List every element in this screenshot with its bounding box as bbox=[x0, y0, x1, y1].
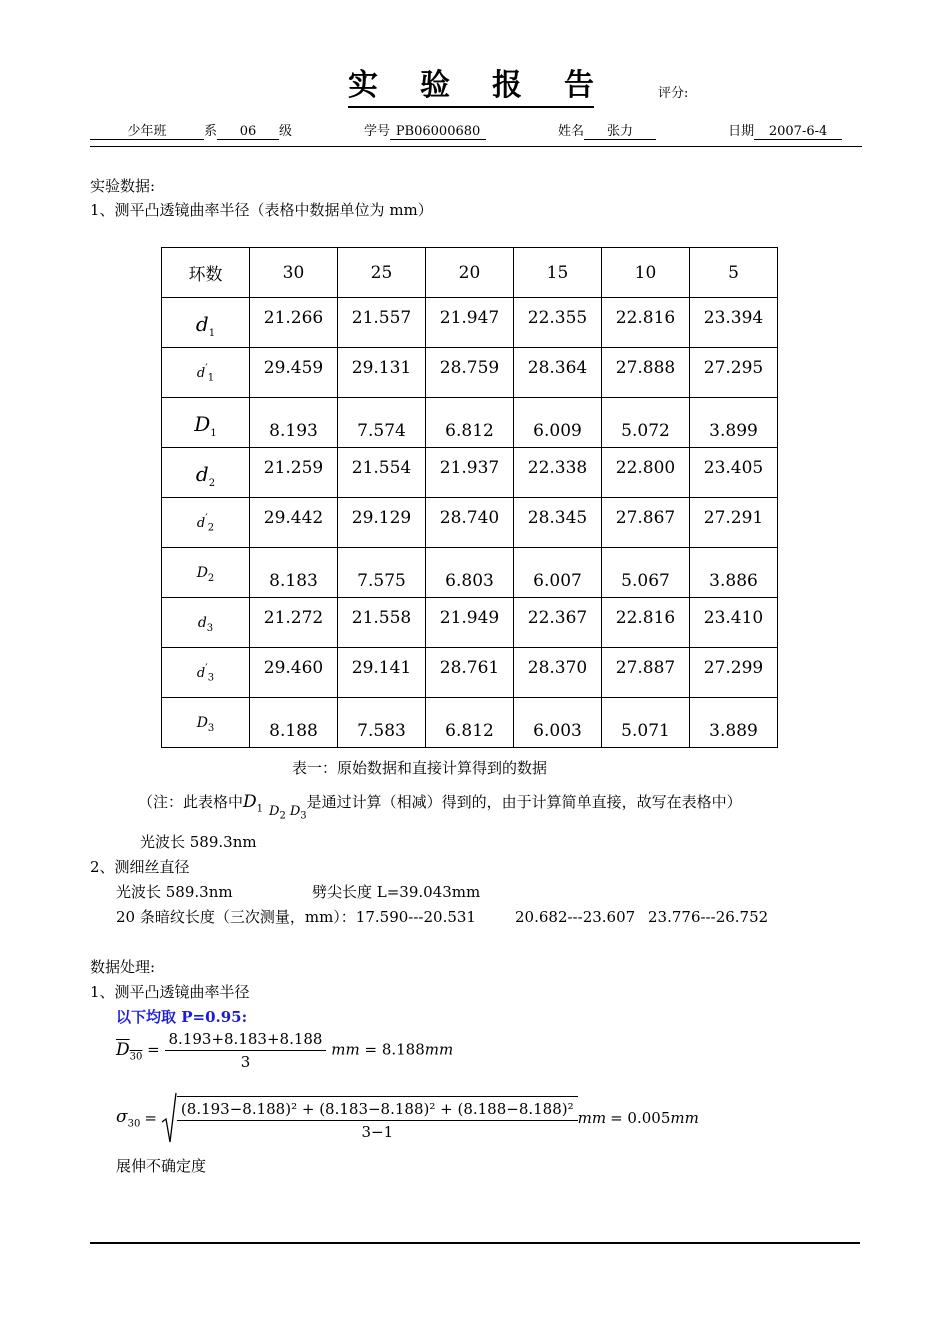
date-label: 日期 bbox=[728, 124, 755, 139]
wedge-length: 劈尖长度 L=39.043mm bbox=[312, 883, 481, 901]
id-label: 学号 bbox=[364, 124, 391, 139]
table-cell: 28.370 bbox=[514, 648, 602, 698]
ring-number: 15 bbox=[514, 248, 602, 298]
row-symbol: $D_3$ bbox=[196, 715, 215, 734]
table-cell: 27.888 bbox=[602, 348, 690, 398]
table-cell: 29.460 bbox=[250, 648, 338, 698]
sqrt-icon bbox=[161, 1092, 177, 1144]
table-caption: 表一：原始数据和直接计算得到的数据 bbox=[292, 759, 548, 777]
mean-D30-symbol: $D_{30}$ bbox=[116, 1039, 143, 1062]
table-cell: 29.442 bbox=[250, 498, 338, 548]
table-row bbox=[162, 448, 778, 498]
row-symbol: $d_3$ bbox=[197, 615, 214, 634]
math-D2: $D_2$ bbox=[269, 804, 286, 822]
table-row bbox=[162, 398, 778, 448]
table-cell: 21.937 bbox=[426, 448, 514, 498]
item-lens-radius: 1、测平凸透镜曲率半径（表格中数据单位为 mm） bbox=[90, 201, 433, 219]
ring-number: 20 bbox=[426, 248, 514, 298]
table-cell: 22.338 bbox=[514, 448, 602, 498]
table-cell: 28.345 bbox=[514, 498, 602, 548]
row-symbol: $D_2$ bbox=[196, 565, 215, 584]
table-cell: 22.800 bbox=[602, 448, 690, 498]
table-row bbox=[162, 348, 778, 398]
row-label bbox=[162, 648, 250, 698]
table-cell: 3.886 bbox=[690, 548, 778, 598]
student-info-line bbox=[90, 120, 860, 142]
row-label bbox=[162, 298, 250, 348]
table-cell: 6.803 bbox=[426, 548, 514, 598]
row-symbol: $D_1$ bbox=[194, 412, 217, 439]
table-cell: 21.259 bbox=[250, 448, 338, 498]
table-cell: 23.410 bbox=[690, 598, 778, 648]
table-cell: 29.141 bbox=[338, 648, 426, 698]
table-row bbox=[162, 498, 778, 548]
sigma-numerator: (8.193−8.188)² + (8.183−8.188)² + (8.188−8.188)² bbox=[177, 1100, 578, 1121]
fringe-length-2: 20.682---23.607 bbox=[515, 908, 636, 926]
table-cell: 5.071 bbox=[602, 698, 690, 748]
table-cell: 6.009 bbox=[514, 398, 602, 448]
unit-mm: mm bbox=[424, 1040, 454, 1059]
table-cell: 21.558 bbox=[338, 598, 426, 648]
sigma-denominator: 3−1 bbox=[361, 1122, 394, 1141]
table-cell: 8.188 bbox=[250, 698, 338, 748]
unit-mm: mm bbox=[670, 1109, 699, 1127]
ring-number: 5 bbox=[690, 248, 778, 298]
math-D3: $D_3$ bbox=[289, 804, 307, 822]
class-name: 少年班 bbox=[90, 120, 204, 140]
item-processing-lens: 1、测平凸透镜曲率半径 bbox=[90, 983, 250, 1001]
row-label bbox=[162, 548, 250, 598]
table-cell: 21.266 bbox=[250, 298, 338, 348]
name-label: 姓名 bbox=[558, 124, 585, 139]
table-note bbox=[138, 792, 742, 822]
header-rule bbox=[90, 146, 862, 147]
table-cell: 21.554 bbox=[338, 448, 426, 498]
table-cell: 6.003 bbox=[514, 698, 602, 748]
grade-label: 级 bbox=[279, 124, 293, 139]
ring-number: 30 bbox=[250, 248, 338, 298]
sigma-result: = 0.005 bbox=[610, 1109, 671, 1127]
fringe-lengths: 20 条暗纹长度（三次测量，mm）：17.590---20.531 bbox=[116, 908, 476, 926]
table-cell: 21.272 bbox=[250, 598, 338, 648]
table-row bbox=[162, 648, 778, 698]
table-cell: 21.557 bbox=[338, 298, 426, 348]
table-cell: 3.899 bbox=[690, 398, 778, 448]
section-heading-processing: 数据处理: bbox=[90, 958, 156, 976]
table-cell: 7.574 bbox=[338, 398, 426, 448]
table-cell: 28.759 bbox=[426, 348, 514, 398]
table-cell: 21.949 bbox=[426, 598, 514, 648]
row-label bbox=[162, 598, 250, 648]
table-row bbox=[162, 548, 778, 598]
title-char: 告 bbox=[564, 68, 594, 103]
table-cell: 8.193 bbox=[250, 398, 338, 448]
student-name: 张力 bbox=[584, 120, 656, 140]
row-label bbox=[162, 398, 250, 448]
table-row bbox=[162, 298, 778, 348]
table-header-row bbox=[162, 248, 778, 298]
report-date: 2007-6-4 bbox=[754, 124, 842, 140]
sigma-fraction bbox=[177, 1096, 578, 1141]
mean-numerator: 8.193+8.183+8.188 bbox=[165, 1030, 327, 1051]
table-cell: 27.887 bbox=[602, 648, 690, 698]
table-cell: 8.183 bbox=[250, 548, 338, 598]
table-cell: 28.761 bbox=[426, 648, 514, 698]
table-cell: 28.740 bbox=[426, 498, 514, 548]
mean-denominator: 3 bbox=[240, 1053, 251, 1071]
math-D1: $D_1$ bbox=[243, 792, 264, 815]
row-symbol: $d'_2$ bbox=[196, 512, 215, 534]
table-cell: 3.889 bbox=[690, 698, 778, 748]
unit-mm: mm bbox=[577, 1109, 607, 1127]
table-row bbox=[162, 698, 778, 748]
note-prefix: （注：此表格中 bbox=[138, 793, 244, 811]
table-cell: 29.131 bbox=[338, 348, 426, 398]
unit-mm: mm bbox=[331, 1040, 360, 1059]
mean-fraction bbox=[165, 1030, 327, 1071]
ring-number: 25 bbox=[338, 248, 426, 298]
table-cell: 29.129 bbox=[338, 498, 426, 548]
sigma-D30-equation: $\sigma_{30}$ = $\frac{\text{(8.193−8.188)² + (8.183−8.188)² + (8.188−8.188)²}}{3-1}$ mm = 0.005 mm bbox=[116, 1092, 699, 1144]
mean-D30-equation: $D_{30}$ = $\frac{8.193+8.183+8.188}{3}$ mm = 8.188mm bbox=[116, 1030, 454, 1071]
row-symbol: $d'_1$ bbox=[196, 362, 215, 384]
expanded-uncertainty: 展伸不确定度 bbox=[116, 1157, 207, 1175]
title-char: 实 bbox=[348, 68, 378, 103]
wavelength-1: 光波长 589.3nm bbox=[140, 833, 257, 851]
table-cell: 7.583 bbox=[338, 698, 426, 748]
score-label: 评分: bbox=[658, 86, 689, 101]
table-cell: 27.295 bbox=[690, 348, 778, 398]
table-cell: 5.067 bbox=[602, 548, 690, 598]
table-cell: 23.394 bbox=[690, 298, 778, 348]
table-corner: 环数 bbox=[162, 248, 250, 298]
item-wire-diameter: 2、测细丝直径 bbox=[90, 858, 190, 876]
wavelength-2: 光波长 589.3nm bbox=[116, 883, 233, 901]
table-row bbox=[162, 598, 778, 648]
row-symbol: $d_2$ bbox=[195, 462, 216, 489]
table-cell: 27.299 bbox=[690, 648, 778, 698]
title-char: 验 bbox=[420, 68, 450, 103]
row-label bbox=[162, 698, 250, 748]
table-cell: 5.072 bbox=[602, 398, 690, 448]
note-suffix: 是通过计算（相减）得到的，由于计算简单直接，故写在表格中） bbox=[306, 793, 742, 811]
table-cell: 6.812 bbox=[426, 698, 514, 748]
table-cell: 29.459 bbox=[250, 348, 338, 398]
ring-number: 10 bbox=[602, 248, 690, 298]
fringe-length-3: 23.776---26.752 bbox=[648, 908, 769, 926]
sigma-symbol: $\sigma_{30}$ bbox=[116, 1106, 141, 1130]
mean-result: = 8.188 bbox=[364, 1040, 425, 1059]
table-cell: 22.367 bbox=[514, 598, 602, 648]
row-symbol: $d_1$ bbox=[195, 312, 216, 339]
dept-label: 系 bbox=[204, 124, 218, 139]
table-cell: 23.405 bbox=[690, 448, 778, 498]
table-cell: 28.364 bbox=[514, 348, 602, 398]
row-label bbox=[162, 348, 250, 398]
title-char: 报 bbox=[492, 68, 522, 103]
table-cell: 6.812 bbox=[426, 398, 514, 448]
table-cell: 27.291 bbox=[690, 498, 778, 548]
data-table bbox=[161, 247, 778, 748]
student-id: PB06000680 bbox=[390, 124, 486, 140]
section-heading-data: 实验数据: bbox=[90, 177, 156, 195]
row-label bbox=[162, 448, 250, 498]
row-symbol: $d'_3$ bbox=[196, 662, 215, 684]
table-cell: 22.355 bbox=[514, 298, 602, 348]
grade-value: 06 bbox=[217, 124, 279, 140]
table-cell: 21.947 bbox=[426, 298, 514, 348]
row-label bbox=[162, 498, 250, 548]
table-cell: 22.816 bbox=[602, 298, 690, 348]
table-cell: 22.816 bbox=[602, 598, 690, 648]
confidence-note: 以下均取 P=0.95: bbox=[116, 1008, 248, 1026]
table-cell: 6.007 bbox=[514, 548, 602, 598]
table-cell: 7.575 bbox=[338, 548, 426, 598]
report-title bbox=[348, 66, 594, 108]
table-cell: 27.867 bbox=[602, 498, 690, 548]
footer-rule bbox=[90, 1242, 860, 1244]
